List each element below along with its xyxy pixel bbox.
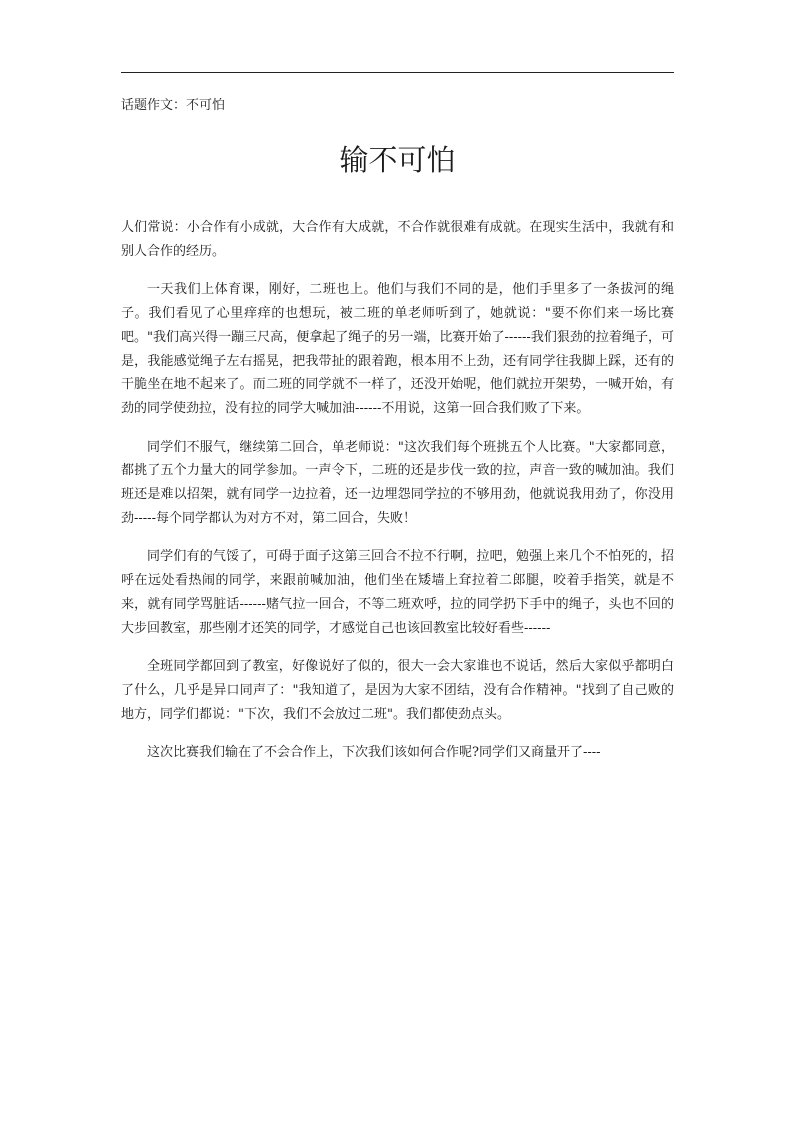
header-rule	[121, 72, 674, 73]
topic-line: 话题作文：不可怕	[121, 98, 226, 113]
paragraph-round-three: 同学们有的气馁了，可碍于面子这第三回合不拉不行啊，拉吧，勉强上来几个不怕死的，招呼在远处看热闹的同学，来跟前喊加油，他们坐在矮墙上耷拉着二郎腿，咬着手指笑，就是不来，就有同学骂脏话------赌气拉一回合，不等二班欢呼，拉的同学扔下手中的绳子，头也不回的大步回教室，那些刚才还笑的同学，才感觉自己也该回教室比较好看些------	[121, 549, 674, 636]
essay-body	[121, 216, 674, 780]
paragraph-round-one: 一天我们上体育课，刚好，二班也上。他们与我们不同的是，他们手里多了一条拔河的绳子。我们看见了心里痒痒的也想玩，被二班的单老师听到了，她就说："要不你们来一场比赛吧。"我们高兴得一蹦三尺高，便拿起了绳子的另一端，比赛开始了------我们狠劲的拉着绳子，可是，我能感觉绳子左右摇晃，把我带扯的跟着跑，根本用不上劲，还有同学往我脚上踩，还有的干脆坐在地不起来了。而二班的同学就不一样了，还没开始呢，他们就拉开架势，一喊开始，有劲的同学使劲拉，没有拉的同学大喊加油------不用说，这第一回合我们败了下来。	[121, 282, 674, 416]
essay-title: 输不可怕	[339, 143, 456, 177]
paragraph-intro: 人们常说：小合作有小成就，大合作有大成就，不合作就很难有成就。在现实生活中，我就有和别人合作的经历。	[121, 220, 674, 259]
paragraph-reflection: 全班同学都回到了教室，好像说好了似的，很大一会大家谁也不说话，然后大家似乎都明白了什么，几乎是异口同声了："我知道了，是因为大家不团结，没有合作精神。"找到了自己败的地方，同学们都说："下次，我们不会放过二班"。我们都使劲点头。	[121, 659, 674, 722]
paragraph-conclusion: 这次比赛我们输在了不会合作上，下次我们该如何合作呢?同学们又商量开了----	[147, 745, 601, 761]
paragraph-round-two: 同学们不服气，继续第二回合，单老师说："这次我们每个班挑五个人比赛。"大家都同意，都挑了五个力量大的同学参加。一声令下，二班的还是步伐一致的拉，声音一致的喊加油。我们班还是难以招架，就有同学一边拉着，还一边埋怨同学拉的不够用劲，他就说我用劲了，你没用劲-----每个同学都认为对方不对，第二回合，失败！	[121, 439, 674, 526]
